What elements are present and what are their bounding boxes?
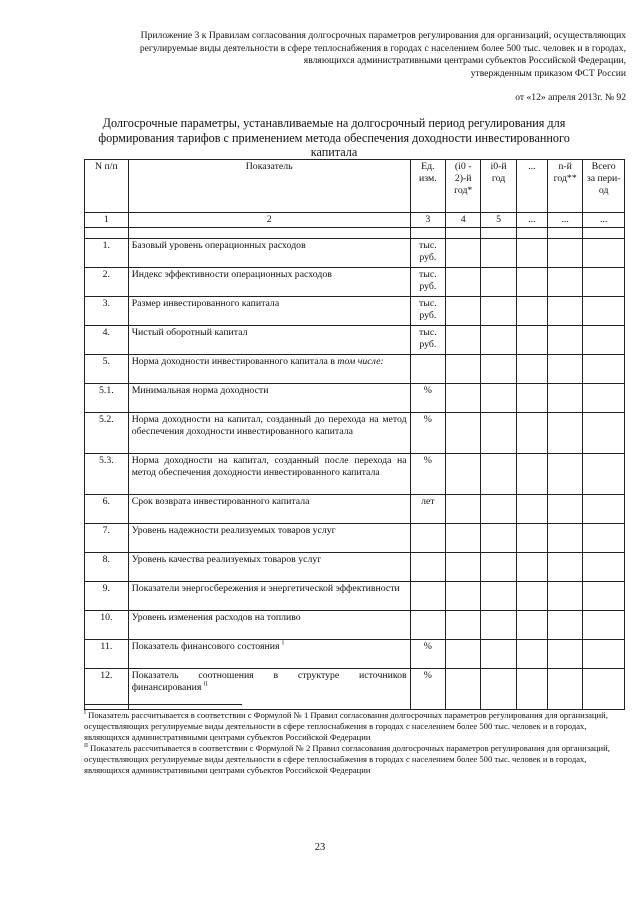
indicator-text: Показатели энергосбережения и энергетической эффективности	[131, 583, 400, 594]
indicator-text: Чистый оборотный капитал	[131, 327, 248, 338]
col-number: ...	[547, 213, 582, 228]
unit-cell	[410, 611, 445, 640]
col-number: 2	[128, 213, 410, 228]
value-cell	[481, 553, 516, 582]
header-line: утвержденным приказом ФСТ России	[470, 67, 626, 79]
value-cell	[547, 611, 582, 640]
table-header-row	[85, 160, 625, 213]
row-number: 11.	[85, 640, 129, 669]
value-cell	[446, 384, 481, 413]
value-cell	[583, 611, 625, 640]
unit-cell: тыс. руб.	[410, 297, 445, 326]
value-cell	[481, 384, 516, 413]
indicator-name	[128, 239, 410, 268]
value-cell	[481, 268, 516, 297]
value-cell	[547, 413, 582, 454]
row-number: 5.2.	[85, 413, 129, 454]
indicator-subtext: том числе:	[337, 356, 384, 367]
value-cell	[547, 297, 582, 326]
value-cell	[481, 669, 516, 710]
value-cell	[583, 495, 625, 524]
indicator-text: Срок возврата инвестированного капитала	[131, 496, 310, 507]
indicator-name	[128, 640, 410, 669]
unit-cell: %	[410, 640, 445, 669]
row-number: 6.	[85, 495, 129, 524]
indicator-name	[128, 268, 410, 297]
unit-cell	[410, 553, 445, 582]
value-cell	[446, 611, 481, 640]
table-body	[85, 239, 625, 710]
table-row	[85, 326, 625, 355]
table-row	[85, 297, 625, 326]
col-header: Ед. изм.	[410, 160, 445, 213]
value-cell	[583, 524, 625, 553]
footnote-reference: I	[281, 640, 284, 647]
value-cell	[481, 524, 516, 553]
indicator-name	[128, 611, 410, 640]
spacer-row	[85, 228, 625, 239]
unit-cell: тыс. руб.	[410, 239, 445, 268]
value-cell	[547, 454, 582, 495]
value-cell	[547, 640, 582, 669]
table-row	[85, 611, 625, 640]
unit-cell	[410, 355, 445, 384]
indicator-text: Показатель соотношения в структуре источников финансирования	[131, 670, 407, 693]
unit-cell: тыс. руб.	[410, 326, 445, 355]
value-cell	[446, 239, 481, 268]
indicator-name	[128, 495, 410, 524]
row-number: 9.	[85, 582, 129, 611]
value-cell	[446, 553, 481, 582]
footnote	[84, 743, 614, 776]
value-cell	[516, 384, 547, 413]
value-cell	[516, 669, 547, 710]
value-cell	[583, 297, 625, 326]
indicator-text: Норма доходности на капитал, созданный до перехода на метод обеспечения доходности инвестированного капитала	[131, 414, 407, 437]
value-cell	[516, 611, 547, 640]
col-number: 3	[410, 213, 445, 228]
value-cell	[583, 553, 625, 582]
value-cell	[516, 413, 547, 454]
value-cell	[583, 268, 625, 297]
value-cell	[547, 582, 582, 611]
footnote-text: Показатель рассчитывается в соответствии с Формулой № 2 Правил согласования долгосрочных параметров регулирования для организаций, осуществляющих регулируемые виды деятельности в сфере теплоснабжения в городах с населением более 500 тыс. человек и в городах, являющихся административными центрами субъектов Российской Федерации	[84, 743, 610, 775]
row-number: 7.	[85, 524, 129, 553]
value-cell	[547, 553, 582, 582]
indicator-text: Уровень изменения расходов на топливо	[131, 612, 301, 623]
indicator-name	[128, 454, 410, 495]
table-row	[85, 268, 625, 297]
column-number-row	[85, 213, 625, 228]
value-cell	[446, 454, 481, 495]
value-cell	[516, 553, 547, 582]
row-number: 5.3.	[85, 454, 129, 495]
table-row	[85, 553, 625, 582]
value-cell	[446, 268, 481, 297]
indicator-name	[128, 524, 410, 553]
value-cell	[583, 454, 625, 495]
indicator-text: Уровень надежности реализуемых товаров услуг	[131, 525, 336, 536]
table-row	[85, 413, 625, 454]
value-cell	[516, 326, 547, 355]
value-cell	[481, 413, 516, 454]
value-cell	[583, 326, 625, 355]
row-number: 12.	[85, 669, 129, 710]
indicator-text: Норма доходности на капитал, созданный после перехода на метод обеспечения доходности инвестированного капитала	[131, 455, 407, 478]
indicator-name	[128, 413, 410, 454]
indicator-text: Индекс эффективности операционных расходов	[131, 269, 332, 280]
value-cell	[481, 355, 516, 384]
col-number: 4	[446, 213, 481, 228]
footnote-mark: II	[84, 743, 88, 750]
col-number: ...	[583, 213, 625, 228]
unit-cell: %	[410, 413, 445, 454]
value-cell	[516, 355, 547, 384]
row-number: 4.	[85, 326, 129, 355]
value-cell	[446, 582, 481, 611]
indicator-text: Норма доходности инвестированного капитала в	[131, 356, 335, 367]
indicator-text: Уровень качества реализуемых товаров услуг	[131, 554, 322, 565]
value-cell	[481, 582, 516, 611]
header-line: регулируемые виды деятельности в сфере теплоснабжения в городах с населением более 500 тыс. человек и в городах,	[139, 42, 626, 54]
header-line: Приложение 3 к Правилам согласования долгосрочных параметров регулирования для организаций, осуществляющих	[140, 30, 626, 41]
unit-cell: тыс. руб.	[410, 268, 445, 297]
row-number: 3.	[85, 297, 129, 326]
page-number: 23	[314, 842, 326, 853]
value-cell	[446, 669, 481, 710]
value-cell	[516, 454, 547, 495]
indicator-text: Показатель финансового состояния	[131, 641, 280, 652]
value-cell	[481, 495, 516, 524]
value-cell	[446, 640, 481, 669]
value-cell	[583, 384, 625, 413]
value-cell	[481, 454, 516, 495]
order-date: от «12» апреля 2013г. № 92	[515, 92, 626, 103]
indicator-name	[128, 355, 410, 384]
value-cell	[516, 268, 547, 297]
header-line: являющихся административными центрами субъектов Российской Федерации,	[303, 55, 626, 67]
value-cell	[481, 640, 516, 669]
col-header: ...	[516, 160, 547, 213]
footnote	[84, 710, 614, 743]
col-header: N п/п	[85, 160, 129, 213]
value-cell	[583, 582, 625, 611]
table-row	[85, 582, 625, 611]
value-cell	[583, 355, 625, 384]
col-header: Всего за пери-од	[583, 160, 625, 213]
value-cell	[481, 611, 516, 640]
col-number: 5	[481, 213, 516, 228]
row-number: 10.	[85, 611, 129, 640]
table-row	[85, 239, 625, 268]
indicator-name	[128, 553, 410, 582]
document-header	[26, 30, 626, 80]
value-cell	[446, 524, 481, 553]
value-cell	[516, 524, 547, 553]
col-header: i0-й год	[481, 160, 516, 213]
value-cell	[547, 669, 582, 710]
indicator-text: Размер инвестированного капитала	[131, 298, 280, 309]
table-row	[85, 355, 625, 384]
value-cell	[446, 413, 481, 454]
value-cell	[481, 297, 516, 326]
footnotes	[84, 710, 614, 776]
value-cell	[446, 297, 481, 326]
indicator-name	[128, 326, 410, 355]
table-row	[85, 640, 625, 669]
indicator-text: Минимальная норма доходности	[131, 385, 269, 396]
value-cell	[446, 355, 481, 384]
value-cell	[583, 239, 625, 268]
unit-cell: %	[410, 454, 445, 495]
footnote-mark: I	[84, 710, 86, 717]
table-row	[85, 524, 625, 553]
indicator-name	[128, 297, 410, 326]
value-cell	[547, 326, 582, 355]
value-cell	[516, 582, 547, 611]
row-number: 5.1.	[85, 384, 129, 413]
value-cell	[547, 495, 582, 524]
col-header: (i0 - 2)-й год*	[446, 160, 481, 213]
row-number: 1.	[85, 239, 129, 268]
unit-cell: %	[410, 384, 445, 413]
unit-cell	[410, 524, 445, 553]
parameters-table	[84, 159, 625, 710]
value-cell	[547, 239, 582, 268]
value-cell	[547, 355, 582, 384]
unit-cell: лет	[410, 495, 445, 524]
footnote-reference: II	[203, 681, 208, 688]
value-cell	[481, 239, 516, 268]
value-cell	[516, 640, 547, 669]
row-number: 5.	[85, 355, 129, 384]
col-number: ...	[516, 213, 547, 228]
indicator-name	[128, 384, 410, 413]
row-number: 8.	[85, 553, 129, 582]
col-number: 1	[85, 213, 129, 228]
unit-cell	[410, 582, 445, 611]
value-cell	[516, 239, 547, 268]
value-cell	[547, 384, 582, 413]
document-title: Долгосрочные параметры, устанавливаемые на долгосрочный период регулирования для формирования тарифов с применением метода обеспечения доходности инвестированного капитала	[98, 116, 570, 159]
indicator-name	[128, 582, 410, 611]
unit-cell: %	[410, 669, 445, 710]
table-row	[85, 495, 625, 524]
table-row	[85, 384, 625, 413]
value-cell	[481, 326, 516, 355]
footnote-text: Показатель рассчитывается в соответствии с Формулой № 1 Правил согласования долгосрочных параметров регулирования для организаций, осуществляющих регулируемые виды деятельности в сфере теплоснабжения в городах с населением более 500 тыс. человек и в городах, являющихся административными центрами субъектов Российской Федерации	[84, 710, 608, 742]
value-cell	[547, 524, 582, 553]
value-cell	[446, 495, 481, 524]
value-cell	[583, 669, 625, 710]
row-number: 2.	[85, 268, 129, 297]
value-cell	[516, 495, 547, 524]
footnote-divider	[84, 704, 242, 705]
col-header: Показатель	[128, 160, 410, 213]
value-cell	[446, 326, 481, 355]
value-cell	[583, 640, 625, 669]
value-cell	[583, 413, 625, 454]
table-row	[85, 454, 625, 495]
value-cell	[547, 268, 582, 297]
value-cell	[516, 297, 547, 326]
indicator-text: Базовый уровень операционных расходов	[131, 240, 306, 251]
col-header: n-й год**	[547, 160, 582, 213]
